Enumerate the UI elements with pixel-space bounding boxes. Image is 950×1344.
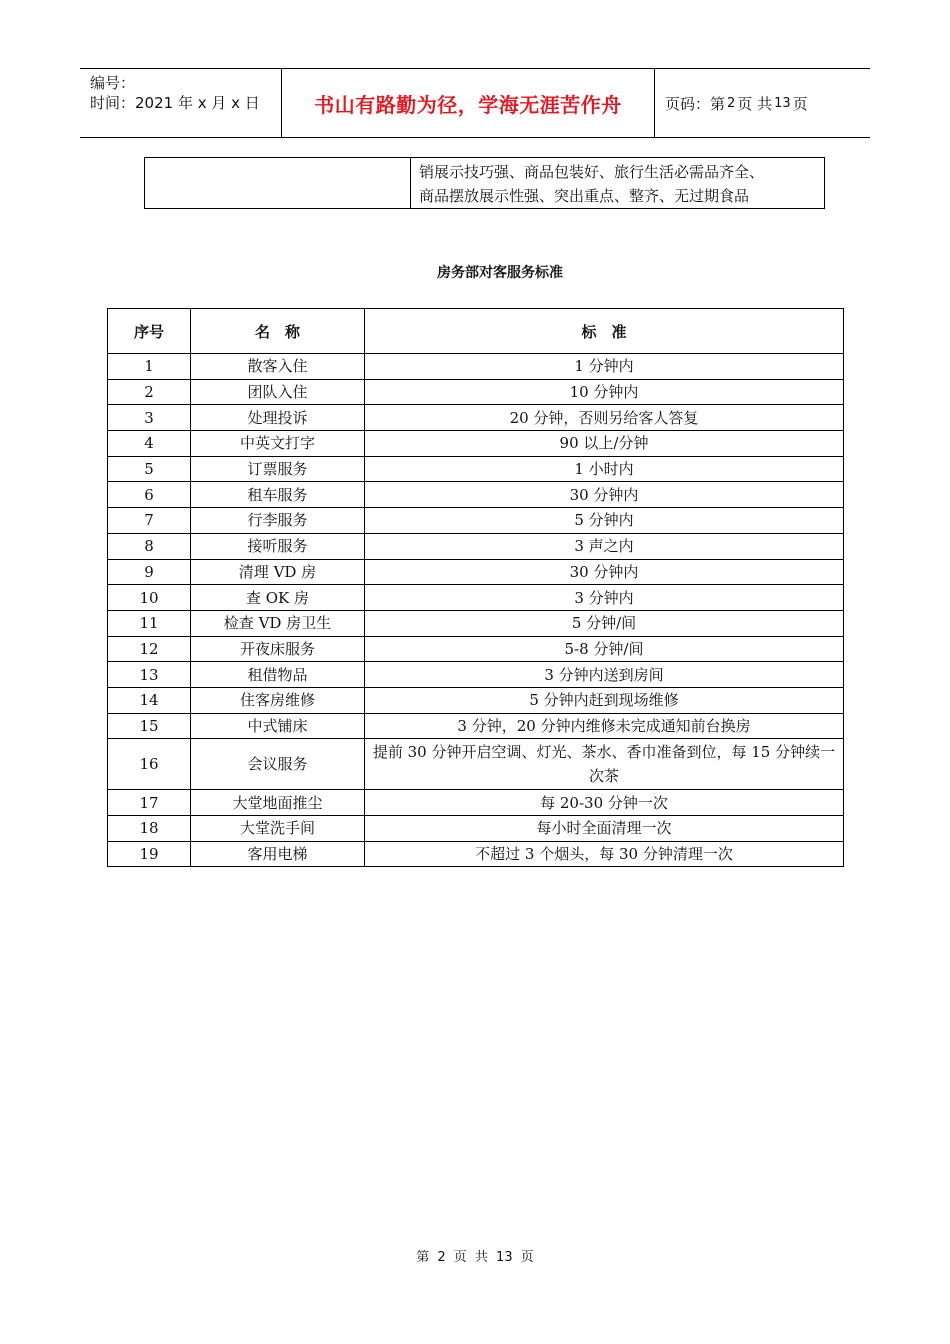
table-row <box>108 636 844 662</box>
col-header-name: 名 称 <box>191 309 365 354</box>
row-standard: 3 分钟，20 分钟内维修未完成通知前台换房 <box>365 713 844 739</box>
header-motto: 书山有路勤为径，学海无涯苦作舟 <box>314 92 622 117</box>
header-page-info <box>655 69 870 137</box>
row-index: 11 <box>108 610 191 636</box>
row-standard: 30 分钟内 <box>365 559 844 585</box>
row-index: 12 <box>108 636 191 662</box>
row-name: 散客入住 <box>191 354 365 380</box>
header-meta <box>80 69 282 137</box>
row-index: 13 <box>108 662 191 688</box>
row-name: 租车服务 <box>191 482 365 508</box>
row-index: 8 <box>108 533 191 559</box>
table-row <box>108 662 844 688</box>
page-header <box>80 68 870 138</box>
row-name: 大堂地面推尘 <box>191 790 365 816</box>
table-row <box>108 610 844 636</box>
row-index: 2 <box>108 379 191 405</box>
table-row <box>108 739 844 790</box>
section-title: 房务部对客服务标准 <box>437 265 563 281</box>
row-index: 18 <box>108 816 191 842</box>
table-row <box>108 456 844 482</box>
table-row <box>108 790 844 816</box>
row-name: 开夜床服务 <box>191 636 365 662</box>
continuation-table <box>144 157 825 209</box>
row-index: 4 <box>108 431 191 457</box>
continuation-line-1: 销展示技巧强、商品包装好、旅行生活必需品齐全、 <box>419 163 765 181</box>
header-time-label: 时间：2021 年 x 月 x 日 <box>90 94 260 112</box>
page-mid: 页 共 <box>737 94 773 113</box>
row-index: 10 <box>108 585 191 611</box>
service-standards-table <box>107 308 844 867</box>
row-standard: 90 以上/分钟 <box>365 431 844 457</box>
table-row <box>108 482 844 508</box>
row-name: 清理 VD 房 <box>191 559 365 585</box>
row-index: 15 <box>108 713 191 739</box>
header-motto-cell <box>282 69 655 137</box>
row-index: 17 <box>108 790 191 816</box>
col-header-standard: 标 准 <box>365 309 844 354</box>
table-row <box>108 816 844 842</box>
row-name: 客用电梯 <box>191 841 365 867</box>
row-standard: 30 分钟内 <box>365 482 844 508</box>
table-row <box>108 508 844 534</box>
row-name: 住客房维修 <box>191 687 365 713</box>
row-name: 会议服务 <box>191 739 365 790</box>
table-row <box>108 713 844 739</box>
row-standard: 不超过 3 个烟头，每 30 分钟清理一次 <box>365 841 844 867</box>
row-name: 订票服务 <box>191 456 365 482</box>
table-row <box>108 841 844 867</box>
row-index: 1 <box>108 354 191 380</box>
row-standard: 10 分钟内 <box>365 379 844 405</box>
row-standard: 5 分钟/间 <box>365 610 844 636</box>
row-name: 中英文打字 <box>191 431 365 457</box>
row-standard: 提前 30 分钟开启空调、灯光、茶水、香巾准备到位，每 15 分钟续一次茶 <box>365 739 844 790</box>
row-name: 接听服务 <box>191 533 365 559</box>
table-row <box>108 431 844 457</box>
row-standard: 5-8 分钟/间 <box>365 636 844 662</box>
row-name: 团队入住 <box>191 379 365 405</box>
row-name: 中式铺床 <box>191 713 365 739</box>
row-standard: 1 分钟内 <box>365 354 844 380</box>
page-suffix: 页 <box>792 94 808 113</box>
header-number-label: 编号： <box>90 74 136 92</box>
page-prefix: 页码：第 <box>665 94 726 113</box>
continuation-empty-cell <box>145 158 411 208</box>
row-standard: 3 声之内 <box>365 533 844 559</box>
row-index: 6 <box>108 482 191 508</box>
row-name: 处理投诉 <box>191 405 365 431</box>
table-row <box>108 687 844 713</box>
table-row <box>108 405 844 431</box>
col-header-index: 序号 <box>108 309 191 354</box>
table-row <box>108 559 844 585</box>
row-standard: 每小时全面清理一次 <box>365 816 844 842</box>
row-standard: 5 分钟内 <box>365 508 844 534</box>
continuation-text-cell <box>411 158 824 208</box>
row-standard: 3 分钟内 <box>365 585 844 611</box>
table-row <box>108 533 844 559</box>
row-index: 19 <box>108 841 191 867</box>
table-row <box>108 585 844 611</box>
row-index: 9 <box>108 559 191 585</box>
row-standard: 5 分钟内赶到现场维修 <box>365 687 844 713</box>
row-standard: 20 分钟，否则另给客人答复 <box>365 405 844 431</box>
table-row <box>108 354 844 380</box>
row-standard: 3 分钟内送到房间 <box>365 662 844 688</box>
row-name: 租借物品 <box>191 662 365 688</box>
row-name: 行李服务 <box>191 508 365 534</box>
row-name: 检查 VD 房卫生 <box>191 610 365 636</box>
page-current: 2 <box>727 95 736 111</box>
page-footer: 第 2 页 共 13 页 <box>416 1250 534 1265</box>
row-index: 7 <box>108 508 191 534</box>
row-standard: 1 小时内 <box>365 456 844 482</box>
row-index: 14 <box>108 687 191 713</box>
table-header-row <box>108 309 844 354</box>
page-total: 13 <box>774 95 791 111</box>
table-row <box>108 379 844 405</box>
row-index: 16 <box>108 739 191 790</box>
row-standard: 每 20-30 分钟一次 <box>365 790 844 816</box>
row-name: 查 OK 房 <box>191 585 365 611</box>
row-index: 5 <box>108 456 191 482</box>
row-name: 大堂洗手间 <box>191 816 365 842</box>
continuation-line-2: 商品摆放展示性强、突出重点、整齐、无过期食品 <box>419 187 750 205</box>
row-index: 3 <box>108 405 191 431</box>
